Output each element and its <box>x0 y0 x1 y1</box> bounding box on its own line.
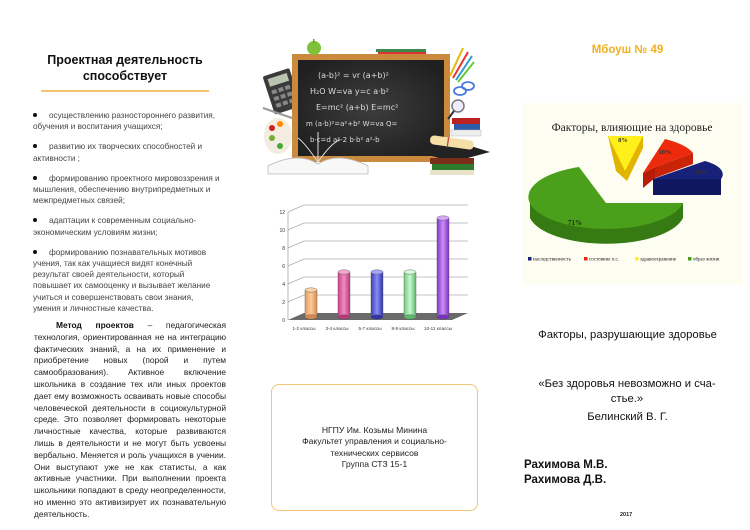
middle-panel <box>250 0 505 530</box>
list-item <box>33 173 223 207</box>
bar-label: 5-7 классы <box>358 326 382 331</box>
university-name: НГПУ Им. Козьмы Минина <box>321 424 428 435</box>
list-item-text: развитию их творческих способностей и активности ; <box>33 142 203 163</box>
institution-info <box>302 425 447 471</box>
authors <box>524 458 608 488</box>
title-line-2: способствует <box>82 69 168 83</box>
institution-info-box <box>271 384 478 511</box>
blackboard-illustration <box>258 36 498 186</box>
benefits-list <box>33 110 223 323</box>
title-divider <box>41 90 209 92</box>
bar-chart-svg <box>270 200 470 335</box>
svg-text:10%: 10% <box>694 169 708 176</box>
method-term: Метод проектов <box>56 320 134 330</box>
svg-text:H₂O W=va y=c a·b²: H₂O W=va y=c a·b² <box>310 87 389 96</box>
legend-label: образ жизни <box>693 257 720 263</box>
bar-label: 1-2 классы <box>292 326 316 331</box>
svg-text:0: 0 <box>282 318 285 324</box>
list-item-text: формированию проектного мировоззрения и мышления, обеспечению внутрипредметных и межпредметных связей; <box>33 173 220 206</box>
bar-label: 8-9 классы <box>391 326 415 331</box>
list-item-text: осуществлению разностороннего развития, обучения и воспитания учащихся; <box>33 111 215 132</box>
school-name: Мбоуш № 49 <box>591 44 664 56</box>
author-1: Рахимова М.В. <box>524 459 608 471</box>
bar-label: 3-4 классы <box>325 326 349 331</box>
bar-chart <box>270 200 470 335</box>
svg-text:10%: 10% <box>658 149 672 156</box>
author-2: Рахимова Д.В. <box>524 474 607 486</box>
svg-text:10: 10 <box>279 228 285 234</box>
pie-chart-svg <box>515 103 750 273</box>
faculty-line-2: технических сервисов <box>330 447 419 458</box>
svg-text:12: 12 <box>279 210 285 216</box>
svg-text:(a-b)² = vr (a+b)²: (a-b)² = vr (a+b)² <box>318 71 389 80</box>
svg-text:8: 8 <box>282 246 285 252</box>
list-item <box>33 215 223 237</box>
list-item-text: адаптации к современным социально-экономическим условиям жизни; <box>33 216 197 237</box>
svg-text:71%: 71% <box>568 219 582 227</box>
pie-chart-title: Факторы, влияющие на здоровье <box>551 122 713 134</box>
group-name: Группа СТЗ 15-1 <box>341 458 408 469</box>
svg-text:b·c=d a²-2 b·b² a²-b: b·c=d a²-2 b·b² a²-b <box>310 136 380 144</box>
bullet-icon <box>33 176 37 180</box>
left-panel <box>0 0 250 530</box>
right-panel <box>505 0 750 530</box>
bullet-icon <box>33 218 37 222</box>
title-line-1: Проектная деятельность <box>47 53 203 67</box>
quote-line-1: «Без здоровья невозможно и сча- <box>538 378 716 390</box>
quote-line-2: стье.» <box>610 393 644 405</box>
list-item <box>33 110 223 132</box>
bullet-icon <box>33 113 37 117</box>
left-panel-title <box>25 52 225 84</box>
svg-text:6: 6 <box>282 264 285 270</box>
quote <box>527 377 727 407</box>
list-item <box>33 247 223 314</box>
faculty-line-1: Факультет управления и социально- <box>302 436 447 447</box>
bullet-icon <box>33 250 37 254</box>
destroying-factors-title: Факторы, разрушающие здоровье <box>538 329 717 341</box>
legend-label: наследственность <box>533 257 571 263</box>
list-item-text: формированию познавательных мотивов учения, так как учащиеся видят конечный результат своей деятельности, который повышает их самооценку и вызывает желание учиться и совершенствовать свои знания, умения и личностные качества. <box>33 247 211 313</box>
quote-author: Белинский В. Г. <box>587 411 668 423</box>
svg-text:8%: 8% <box>618 137 628 144</box>
svg-text:E=mc² (a+b) E=mc²: E=mc² (a+b) E=mc² <box>316 103 399 112</box>
svg-text:2: 2 <box>282 300 285 306</box>
list-item <box>33 141 223 163</box>
method-text: – педагогическая технология, ориентированная не на интеграцию фактических знаний, а на их применение и приобретение новых (порой и путем самообразования). Активное включение школьника в создание тех или иных проектов дает ему возможность осваивать новые способы человеческой деятельности в социокультурной среде. Это позволяет формировать некоторые личностные качества, которые развиваются лишь в деятельности и не могут быть усвоены вербально. Меняется и роль учащихся в учении. Они выступают уже не как статисты, а как активные участники. При выполнении проекта школьники попадают в среду неопределенности, но именно это активизирует их познавательную деятельность. <box>34 320 226 519</box>
svg-text:4: 4 <box>282 282 285 288</box>
bar-label: 10-11 классы <box>424 326 452 331</box>
legend-label: здравоохранение <box>640 257 677 263</box>
method-paragraph <box>34 320 226 521</box>
bullet-icon <box>33 144 37 148</box>
legend-label: состояние о.с. <box>589 257 619 263</box>
svg-text:m (a·b)²=a²+b² W=va Q=: m (a·b)²=a²+b² W=va Q= <box>306 120 398 128</box>
year: 2017 <box>620 512 633 518</box>
blackboard-icon <box>258 36 498 186</box>
pie-chart <box>515 103 750 273</box>
